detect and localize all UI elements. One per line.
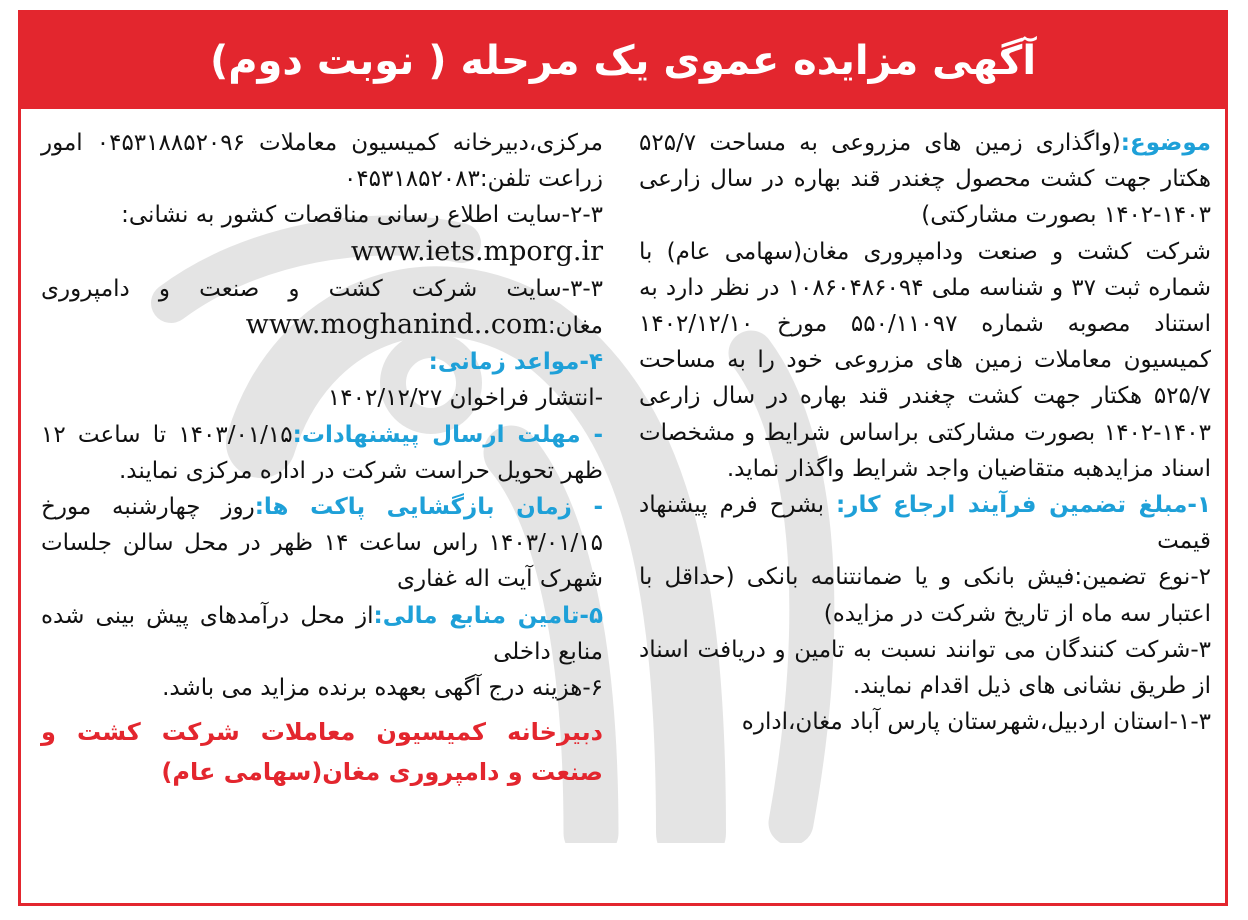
item3-2-paragraph: ۲-۳-سایت اطلاع رسانی مناقصات کشور به نشانی: — [121, 202, 603, 229]
item3-1-paragraph: ۱-۳-استان اردبیل،شهرستان پارس آباد مغان،اداره — [741, 709, 1211, 736]
subject-paragraph — [639, 125, 1211, 234]
signature-block: دبیرخانه کمیسیون معاملات شرکت کشت و صنعت و دامپروری مغان(سهامی عام) — [41, 718, 603, 787]
moghanind-url[interactable]: www.moghanind..com — [245, 309, 548, 341]
opening-label: - زمان بازگشایی پاکت ها: — [254, 494, 604, 521]
deadline-text: ۱۴۰۳/۰۱/۱۵ تا ساعت ۱۲ ظهر تحویل حراست شرکت در اداره مرکزی نمایند. — [41, 421, 603, 484]
item5-paragraph — [41, 598, 603, 670]
header-banner — [21, 13, 1225, 109]
page-title: آگهی مزایده عموی یک مرحله ( نوبت دوم) — [209, 38, 1037, 84]
right-column — [639, 125, 1211, 893]
item6-paragraph: ۶-هزینه درج آگهی بعهده برنده مزاید می باشد. — [162, 675, 603, 702]
opening-text: روز چهارشنبه مورخ ۱۴۰۳/۰۱/۱۵ راس ساعت ۱۴ ظهر در محل سالن جلسات شهرک آیت اله غفاری — [41, 494, 603, 593]
item1-text: بشرح فرم پیشنهاد قیمت — [639, 492, 1211, 555]
advertisement-frame — [18, 10, 1228, 906]
item3-3-text: ۳-۳-سایت شرکت کشت و صنعت و دامپروری مغان: — [41, 275, 603, 340]
item1-label: ۱-مبلغ تضمین فرآیند ارجاع کار: — [836, 492, 1211, 519]
intro-paragraph: شرکت کشت و صنعت ودامپروری مغان(سهامی عام) با شماره ثبت ۳۷ و شناسه ملی ۱۰۸۶۰۴۸۶۰۹۴ در نظر دارد به استناد مصوبه شماره ۵۵۰/۱۱۰۹۷ مورخ ۱۴۰۲/۱۲/۱۰ کمیسیون معاملات زمین های مزروعی خود را به مساحت ۵۲۵/۷ هکتار جهت کشت چغندر قند بهاره در سال زارعی ۱۴۰۳-۱۴۰۲ بصورت مشارکتی براساس شرایط و مشخصات اسناد مزایدهبه متقاضیان واجد شرایط واگذار نماید. — [639, 238, 1212, 482]
opening-paragraph — [41, 489, 603, 598]
left-column — [41, 125, 603, 893]
item5-text: از محل درآمدهای پیش بینی شده منابع داخلی — [41, 602, 603, 665]
item5-label: ۵-تامین منابع مالی: — [373, 602, 603, 629]
item2-paragraph: ۲-نوع تضمین:فیش بانکی و یا ضمانتنامه بانکی (حداقل با اعتبار سه ماه از تاریخ شرکت در مزایده) — [639, 564, 1211, 627]
deadline-label: - مهلت ارسال پیشنهادات: — [292, 421, 603, 448]
deadline-paragraph — [41, 417, 603, 489]
item4-heading — [41, 344, 603, 380]
item3-3-paragraph — [41, 271, 603, 344]
subject-label: موضوع: — [1120, 130, 1211, 156]
item3-paragraph: ۳-شرکت کنندگان می توانند نسبت به تامین و دریافت اسناد از طریق نشانی های ذیل اقدام نمایند. — [639, 636, 1211, 700]
item1-paragraph — [639, 487, 1211, 559]
contact-paragraph: مرکزی،دبیرخانه کمیسیون معاملات ۰۴۵۳۱۸۸۵۲۰۹۶ امور زراعت تلفن:۰۴۵۳۱۸۵۲۰۸۳ — [41, 130, 603, 193]
iets-url[interactable]: www.iets.mporg.ir — [350, 235, 603, 267]
item3-2-url-line — [41, 234, 603, 271]
item4-label: ۴-مواعد زمانی: — [428, 349, 603, 376]
subject-text: (واگذاری زمین های مزروعی به مساحت ۵۲۵/۷ هکتار جهت کشت محصول چغندر قند بهاره در سال زارعی ۱۴۰۳-۱۴۰۲ بصورت مشارکتی) — [639, 130, 1211, 229]
publish-paragraph: -انتشار فراخوان ۱۴۰۲/۱۲/۲۷ — [327, 385, 603, 412]
